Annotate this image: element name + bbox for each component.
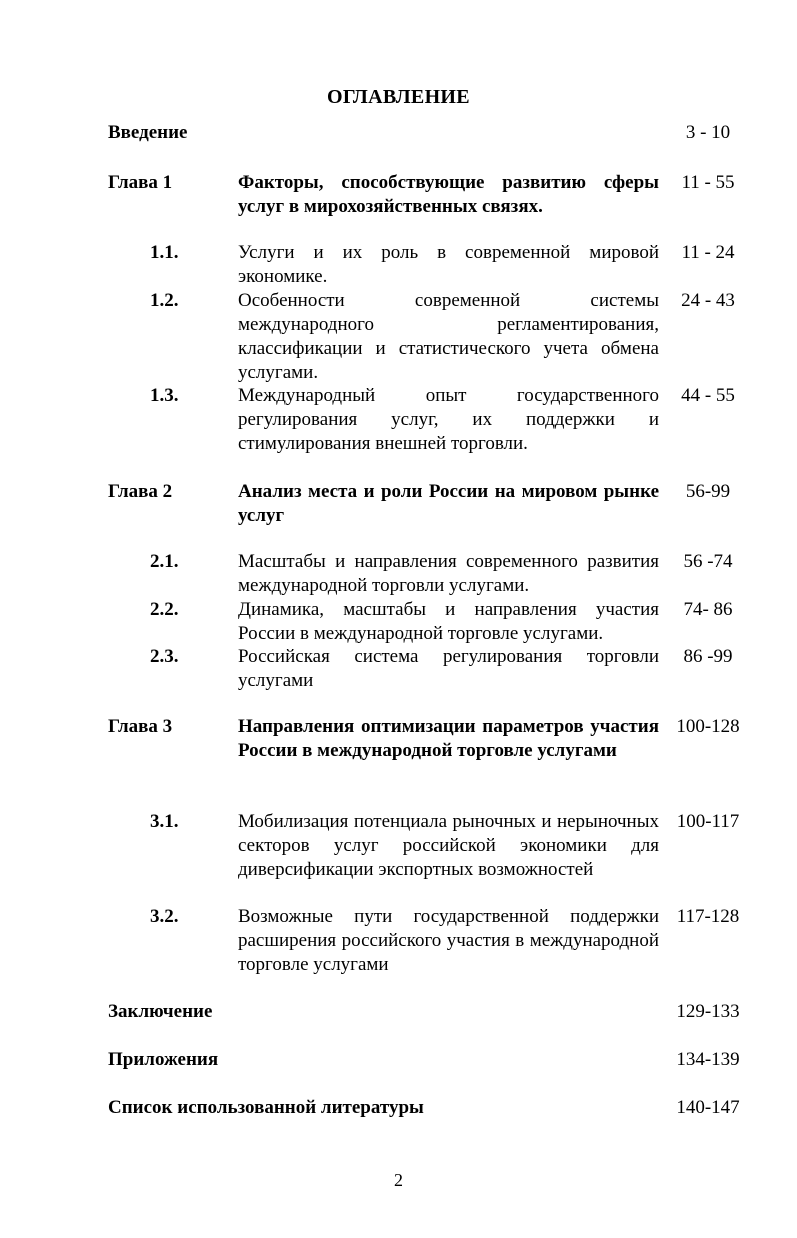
section-number: 3.1. [150,811,179,832]
chapter-label: Глава 1 [108,172,173,193]
chapter-title: Анализ места и роли России на мировом рынке услуг [238,481,659,526]
section-pages: 56 -74 [683,551,733,572]
section-title: Мобилизация потенциала рыночных и нерыночных секторов услуг российской экономики для диверсификации экспортных возможностей [238,811,659,880]
entry-pages: 129-133 [676,1001,740,1022]
section-pages: 24 - 43 [681,290,735,311]
section-number: 1.2. [150,290,179,311]
section-title: Динамика, масштабы и направления участия России в международной торговле услугами. [238,599,659,644]
entry-pages: 134-139 [676,1049,740,1070]
section-title: Международный опыт государственного регулирования услуг, их поддержки и стимулирования внешней торговли. [238,385,659,454]
section-title: Российская система регулирования торговли услугами [238,646,659,691]
section-title: Масштабы и направления современного развития международной торговли услугами. [238,551,659,596]
section-title: Возможные пути государственной поддержки расширения российского участия в международной торговле услугами [238,906,659,975]
toc-title: ОГЛАВЛЕНИЕ [327,86,470,108]
section-title: Услуги и их роль в современной мировой экономике. [238,242,659,287]
chapter-pages: 11 - 55 [681,172,735,193]
chapter-title: Факторы, способствующие развитию сферы услуг в мирохозяйственных связях. [238,172,659,217]
section-pages: 11 - 24 [681,242,735,263]
chapter-title: Направления оптимизации параметров участия России в международной торговле услугами [238,716,659,761]
section-pages: 44 - 55 [681,385,735,406]
section-number: 1.1. [150,242,179,263]
section-pages: 74- 86 [683,599,733,620]
entry-pages: 3 - 10 [685,122,731,143]
page-number: 2 [394,1170,403,1190]
section-number: 1.3. [150,385,179,406]
section-number: 2.2. [150,599,179,620]
entry-label: Введение [108,122,188,143]
entry-label: Список использованной литературы [108,1097,424,1118]
entry-pages: 140-147 [676,1097,740,1118]
section-number: 2.3. [150,646,179,667]
section-pages: 86 -99 [683,646,733,667]
entry-label: Приложения [108,1049,219,1070]
section-pages: 100-117 [676,811,740,832]
chapter-pages: 100-128 [676,716,740,737]
section-title: Особенности современной системы международного регламентирования, классификации и статистического учета обмена услугами. [238,290,659,383]
section-pages: 117-128 [676,906,740,927]
chapter-pages: 56-99 [685,481,731,502]
entry-label: Заключение [108,1001,213,1022]
section-number: 3.2. [150,906,179,927]
chapter-label: Глава 2 [108,481,173,502]
section-number: 2.1. [150,551,179,572]
chapter-label: Глава 3 [108,716,173,737]
